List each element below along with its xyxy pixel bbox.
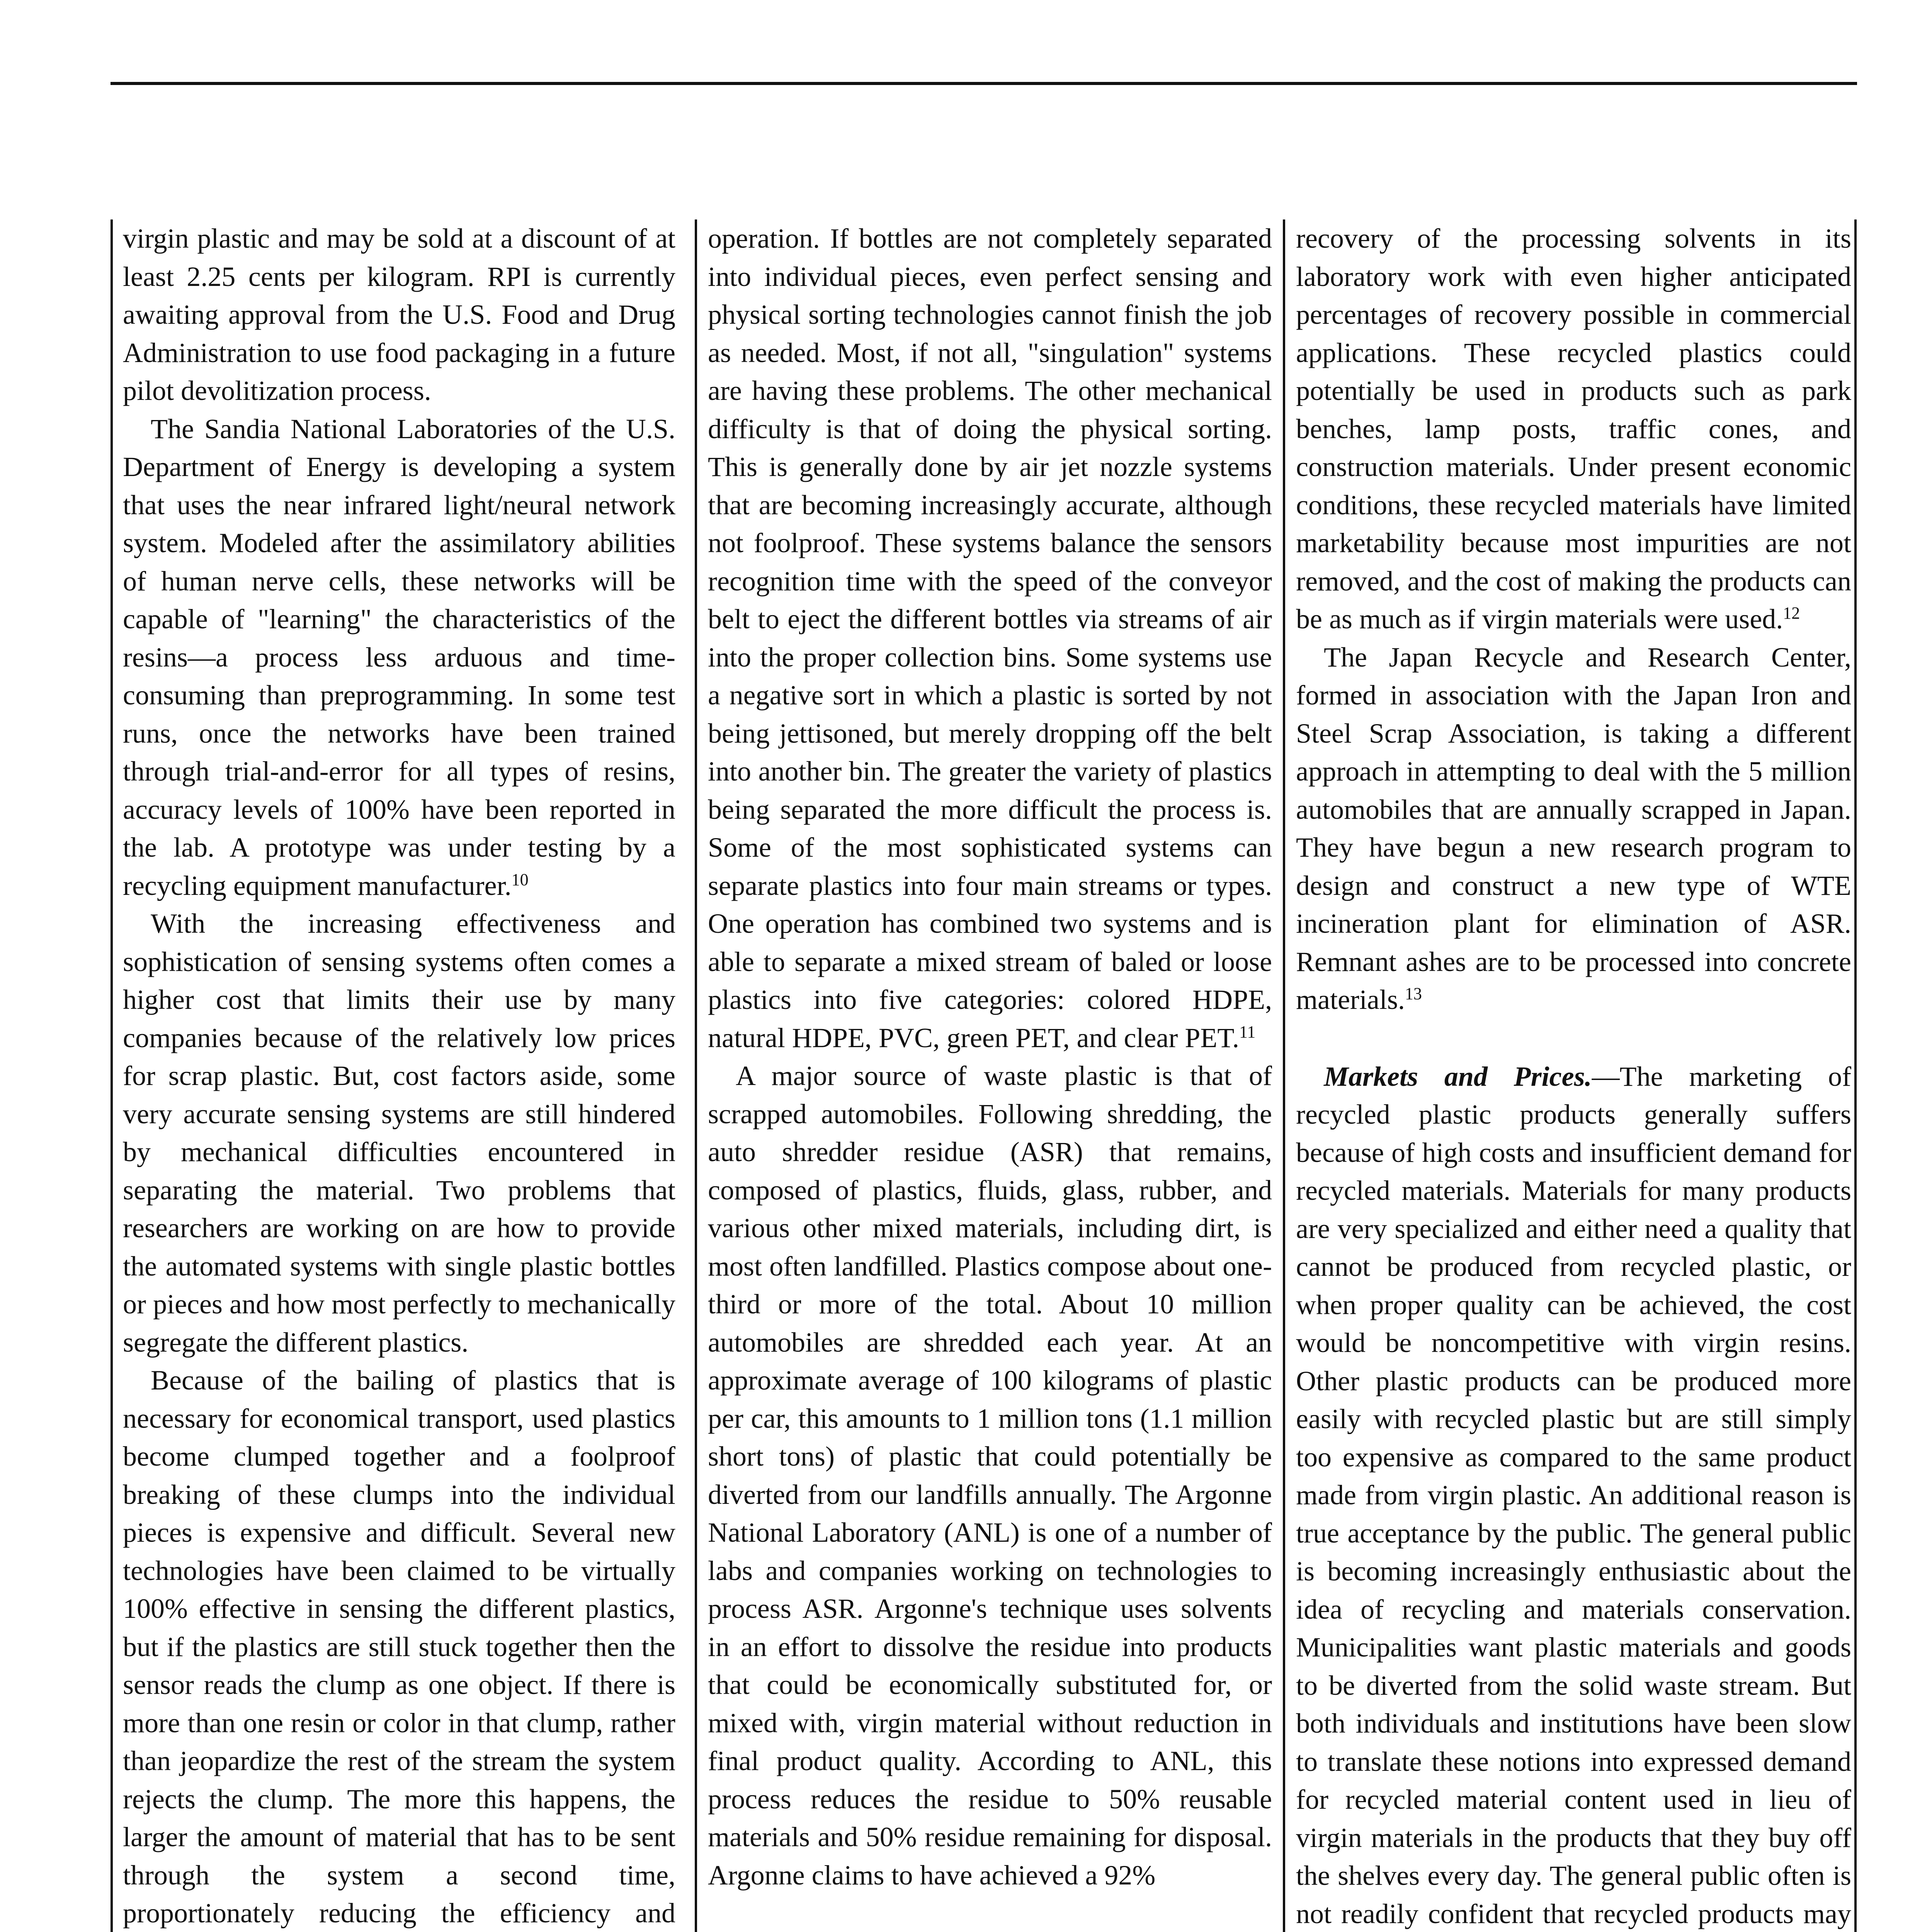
paragraph: operation. If bottles are not completely separated into individual pieces, even perfect sensing and physical sorting technologies cannot finish the job as needed. Most, if not all, "singulation" systems are having these problems. The other mechanical difficulty is that of doing the physical sorting. This is generally done by air jet nozzle systems that are becoming increasingly accurate, although not foolproof. These systems balance the sensors recognition time with the speed of the conveyor belt to eject the different bottles via streams of air into the proper collection bins. Some systems use a negative sort in which a plastic is sorted by not being jettisoned, but merely dropping off the belt into another bin. The greater the variety of plastics being separated the more difficult the process is. Some of the most sophisticated systems can separate plastics into four main streams or types. One operation has combined two systems and is able to separate a mixed stream of baled or loose plastics into five categories: colored HDPE, natural HDPE, PVC, green PET, and clear PET.$^{11}$ xyxy=(708,223,1272,1053)
header-rule xyxy=(111,82,1857,85)
text-column-2 xyxy=(695,219,1275,1932)
paragraph: With the increasing effectiveness and sophistication of sensing systems often comes a higher cost that limits their use by many companies because of the relatively low prices for scrap plastic. But, cost factors aside, some very accurate sensing systems are still hindered by mechanical difficulties encountered in separating the material. Two problems that researchers are working on are how to provide the automated systems with single plastic bottles or pieces and how most perfectly to mechanically segregate the different plastics. xyxy=(123,908,675,1358)
section-heading: Markets and Prices. xyxy=(1324,1061,1592,1092)
footnote-ref: 12 xyxy=(1783,604,1800,622)
footnote-ref: 13 xyxy=(1405,984,1422,1003)
paragraph: recovery of the processing solvents in its laboratory work with even higher anticipated percentages of recovery possible in commercial applications. These recycled plastics could potentially be used in products such as park benches, lamp posts, traffic cones, and construction materials. Under present economic conditions, these recycled materials have limited marketability because most impurities are not removed, and the cost of making the products can be as much as if virgin materials were used.$^{12}$ xyxy=(1296,223,1851,634)
text-column-1 xyxy=(111,219,679,1932)
footnote-ref: 11 xyxy=(1239,1022,1256,1041)
footnote-ref: 10 xyxy=(511,870,529,889)
paragraph: Markets and Prices.—The marketing of recycled plastic products generally suffers because of high costs and insufficient demand for recycled materials. Materials for many products are very specialized and either need a quality that cannot be produced from recycled plastic, or when proper quality can be achieved, the cost would be noncompetitive with virgin resins. Other plastic products can be produced more easily with recycled plastic but are still simply too expensive as compared to the same product made from virgin plastic. An additional reason is true acceptance by the public. The general public is becoming increasingly enthusiastic about the idea of recycling and materials conservation. Municipalities want plastic materials and goods to be diverted from the solid waste stream. But both individuals and institutions have been slow to translate these notions into expressed demand for recycled material content used in lieu of virgin materials in the products that they buy off the shelves every day. The general public often is not readily confident that recycled products may xyxy=(1296,1061,1851,1929)
section-gap xyxy=(1296,1019,1851,1058)
paragraph: The Japan Recycle and Research Center, formed in association with the Japan Iron and Steel Scrap Association, is taking a different approach in attempting to deal with the 5 million automobiles that are annually scrapped in Japan. They have begun a new research program to design and construct a new type of WTE incineration plant for elimination of ASR. Remnant ashes are to be processed into concrete materials.$^{13}$ xyxy=(1296,641,1851,1015)
paragraph: virgin plastic and may be sold at a discount of at least 2.25 cents per kilogram. RPI is currently awaiting approval from the U.S. Food and Drug Administration to use food packaging in a future pilot devolitization process. xyxy=(123,223,675,406)
text-column-3 xyxy=(1283,219,1857,1932)
paragraph: The Sandia National Laboratories of the U.S. Department of Energy is developing a system that uses the near infrared light/neural network system. Modeled after the assimilatory abilities of human nerve cells, these networks will be capable of "learning" the characteristics of the resins—a process less arduous and time-consuming than preprogramming. In some test runs, once the networks have been trained through trial-and-error for all types of resins, accuracy levels of 100% have been reported in the lab. A prototype was under testing by a recycling equipment manufacturer.$^{10}$ xyxy=(123,413,675,901)
paragraph: Because of the bailing of plastics that is necessary for economical transport, used plastics become clumped together and a foolproof breaking of these clumps into the individual pieces is expensive and difficult. Several new technologies have been claimed to be virtually 100% effective in sensing the different plastics, but if the plastics are still stuck together then the sensor reads the clump as one object. If there is more than one resin or color in that clump, rather than jeopardize the rest of the stream the system rejects the clump. The more this happens, the larger the amount of material that has to be sent through the system a second time, proportionately reducing the efficiency and xyxy=(123,1365,675,1929)
paragraph: A major source of waste plastic is that of scrapped automobiles. Following shredding, the auto shredder residue (ASR) that remains, composed of plastics, fluids, glass, rubber, and various other mixed materials, including dirt, is most often landfilled. Plastics compose about one-third or more of the total. About 10 million automobiles are shredded each year. At an approximate average of 100 kilograms of plastic per car, this amounts to 1 million tons (1.1 million short tons) of plastic that could potentially be diverted from our landfills annually. The Argonne National Laboratory (ANL) is one of a number of labs and companies working on technologies to process ASR. Argonne's technique uses solvents in an effort to dissolve the residue into products that could be economically substituted for, or mixed with, virgin material without reduction in final product quality. According to ANL, this process reduces the residue to 50% reusable materials and 50% residue remaining for disposal. Argonne claims to have achieved a 92% xyxy=(708,1060,1272,1891)
